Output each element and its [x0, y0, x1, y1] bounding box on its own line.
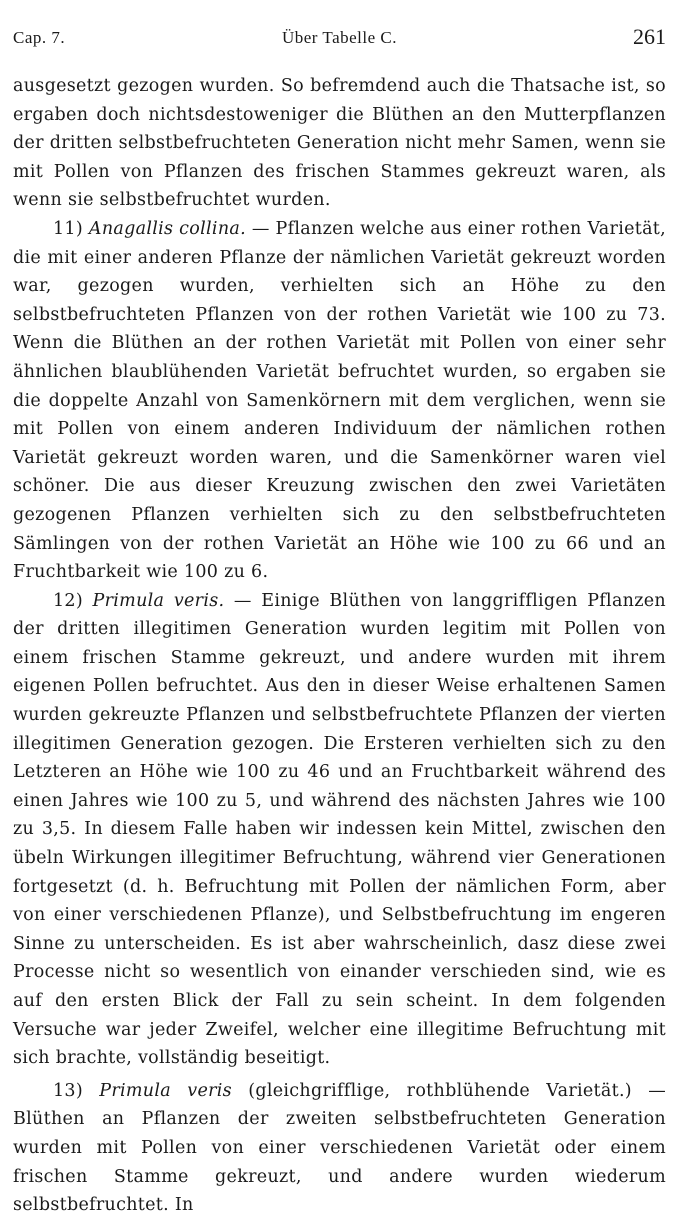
- paragraph-11: [13, 215, 666, 587]
- paragraph-number: 13): [53, 1080, 83, 1101]
- paragraph-text: (gleichgrifflige, rothblühende Varietät.) — Blüthen an Pflanzen der zweiten selbstbefruchteten Generation wurden mit Pollen von einer verschiedenen Varietät oder einem frischen Stamme gekreuzt, und andere wurden wiederum selbstbefruchtet. In: [13, 1080, 666, 1216]
- paragraph-text: — Pflanzen welche aus einer rothen Varietät, die mit einer anderen Pflanze der nämlichen Varietät gekreuzt worden war, gezogen wurden, verhielten sich an Höhe zu den selbstbefruchteten Pflanzen von der rothen Varietät wie 100 zu 73. Wenn die Blüthen an der rothen Varietät mit Pollen von einer sehr ähnlichen blaublühenden Varietät befruchtet wurden, so ergaben sie die doppelte Anzahl von Samenkörnern mit dem verglichen, wenn sie mit Pollen von einem anderen Individuum der nämlichen rothen Varietät gekreuzt worden waren, und die Samenkörner waren viel schöner. Die aus dieser Kreuzung zwischen den zwei Varietäten gezogenen Pflanzen verhielten sich zu den selbstbefruchteten Sämlingen von der rothen Varietät an Höhe wie 100 zu 66 und an Fruchtbarkeit wie 100 zu 6.: [13, 218, 667, 583]
- paragraph-number: 12): [53, 590, 83, 611]
- paragraph-continued: [13, 72, 666, 215]
- species-name: Primula veris.: [92, 590, 225, 611]
- paragraph-12: [13, 587, 666, 1073]
- book-page: [13, 22, 666, 1220]
- paragraph-text: ausgesetzt gezogen wurden. So befremdend auch die Thatsache ist, so ergaben doch nichtsdestoweniger die Blüthen an den Mutterpflanzen der dritten selbstbefruchteten Generation nicht mehr Samen, wenn sie mit Pollen von Pflanzen des frischen Stammes gekreuzt waren, als wenn sie selbstbefruchtet wurden.: [13, 76, 666, 211]
- page-number: 261: [633, 24, 666, 49]
- running-head: [13, 22, 666, 54]
- chapter-label: Cap. 7.: [13, 28, 66, 47]
- body-text: [13, 72, 666, 1220]
- paragraph-text: — Einige Blüthen von langgriffligen Pflanzen der dritten illegitimen Generation wurden legitim mit Pollen von einem frischen Stamme gekreuzt, und andere wurden mit ihrem eigenen Pollen befruchtet. Aus den in dieser Weise erhaltenen Samen wurden gekreuzte Pflanzen und selbstbefruchtete Pflanzen der vierten illegitimen Generation gezogen. Die Ersteren verhielten sich zu den Letzteren an Höhe wie 100 zu 46 und an Fruchtbarkeit während des einen Jahres wie 100 zu 5, und während des nächsten Jahres wie 100 zu 3,5. In diesem Falle haben wir indessen kein Mittel, zwischen den übeln Wirkungen illegitimer Befruchtung, während vier Generationen fortgesetzt (d. h. Befruchtung mit Pollen der nämlichen Form, aber von einer verschiedenen Pflanze), und Selbstbefruchtung im engeren Sinne zu unterscheiden. Es ist aber wahrscheinlich, dasz diese zwei Processe nicht so wesentlich von einander verschieden sind, wie es auf den ersten Blick der Fall zu sein scheint. In dem folgenden Versuche war jeder Zweifel, welcher eine illegitime Befruchtung mit sich brachte, vollständig beseitigt.: [13, 590, 666, 1069]
- running-title: Über Tabelle C.: [281, 28, 398, 47]
- paragraph-number: 11): [53, 218, 83, 239]
- paragraph-13: [13, 1077, 666, 1220]
- species-name: Anagallis collina.: [88, 218, 246, 239]
- species-name: Primula veris: [99, 1080, 232, 1101]
